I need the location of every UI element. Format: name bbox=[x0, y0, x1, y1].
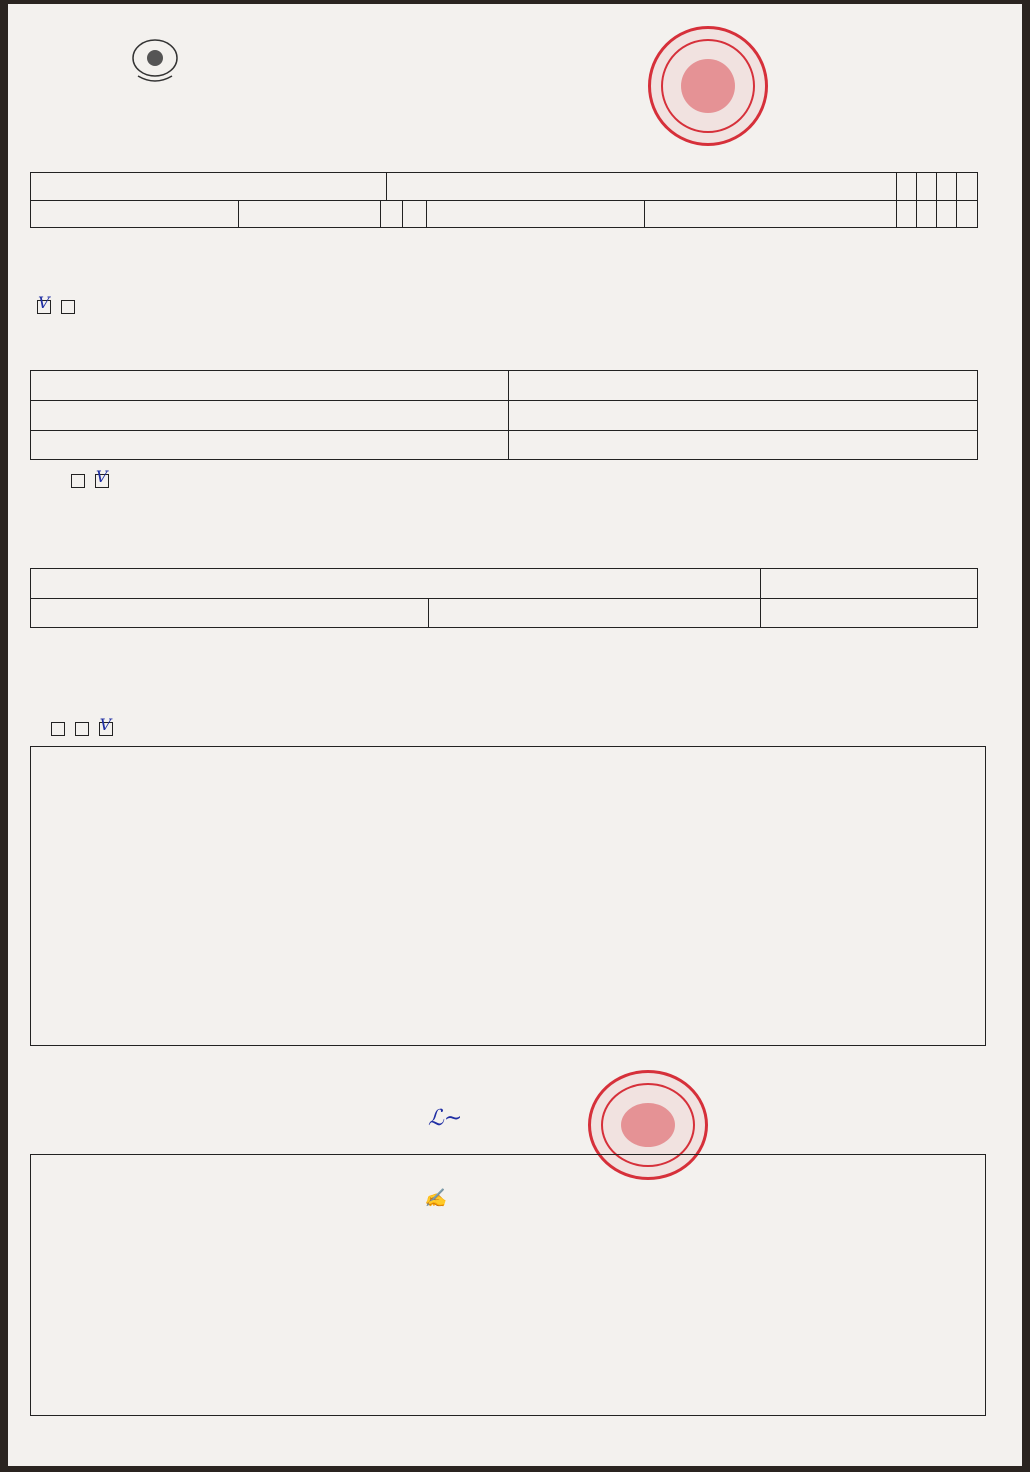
total-box bbox=[684, 1044, 700, 1062]
seal-intact-checkbox[interactable]: V bbox=[38, 293, 50, 312]
s2-line1 bbox=[48, 272, 118, 293]
witness-table bbox=[30, 1154, 986, 1416]
total-valid bbox=[36, 1034, 48, 1052]
compare-line bbox=[68, 467, 112, 488]
three-sheet-checkbox[interactable]: V bbox=[99, 715, 112, 734]
official-stamp-top bbox=[648, 26, 768, 146]
has-difference-checkbox[interactable] bbox=[71, 474, 85, 488]
date-line bbox=[36, 1064, 44, 1082]
form-sheet bbox=[8, 4, 1022, 1466]
total-invalid bbox=[328, 1044, 344, 1062]
counts-table bbox=[30, 370, 978, 460]
s2-line2 bbox=[34, 293, 78, 314]
two-sheet-checkbox[interactable] bbox=[75, 722, 89, 736]
witness-signature: ✍ bbox=[424, 1188, 447, 1209]
s4-intro bbox=[48, 715, 116, 736]
chair-signature: ℒ~ bbox=[428, 1106, 463, 1131]
emblem-icon bbox=[126, 36, 184, 88]
one-sheet-checkbox[interactable] bbox=[51, 722, 65, 736]
seal-broken-checkbox[interactable] bbox=[61, 300, 75, 314]
results-table bbox=[30, 746, 986, 1046]
no-difference-checkbox[interactable]: V bbox=[95, 467, 108, 486]
